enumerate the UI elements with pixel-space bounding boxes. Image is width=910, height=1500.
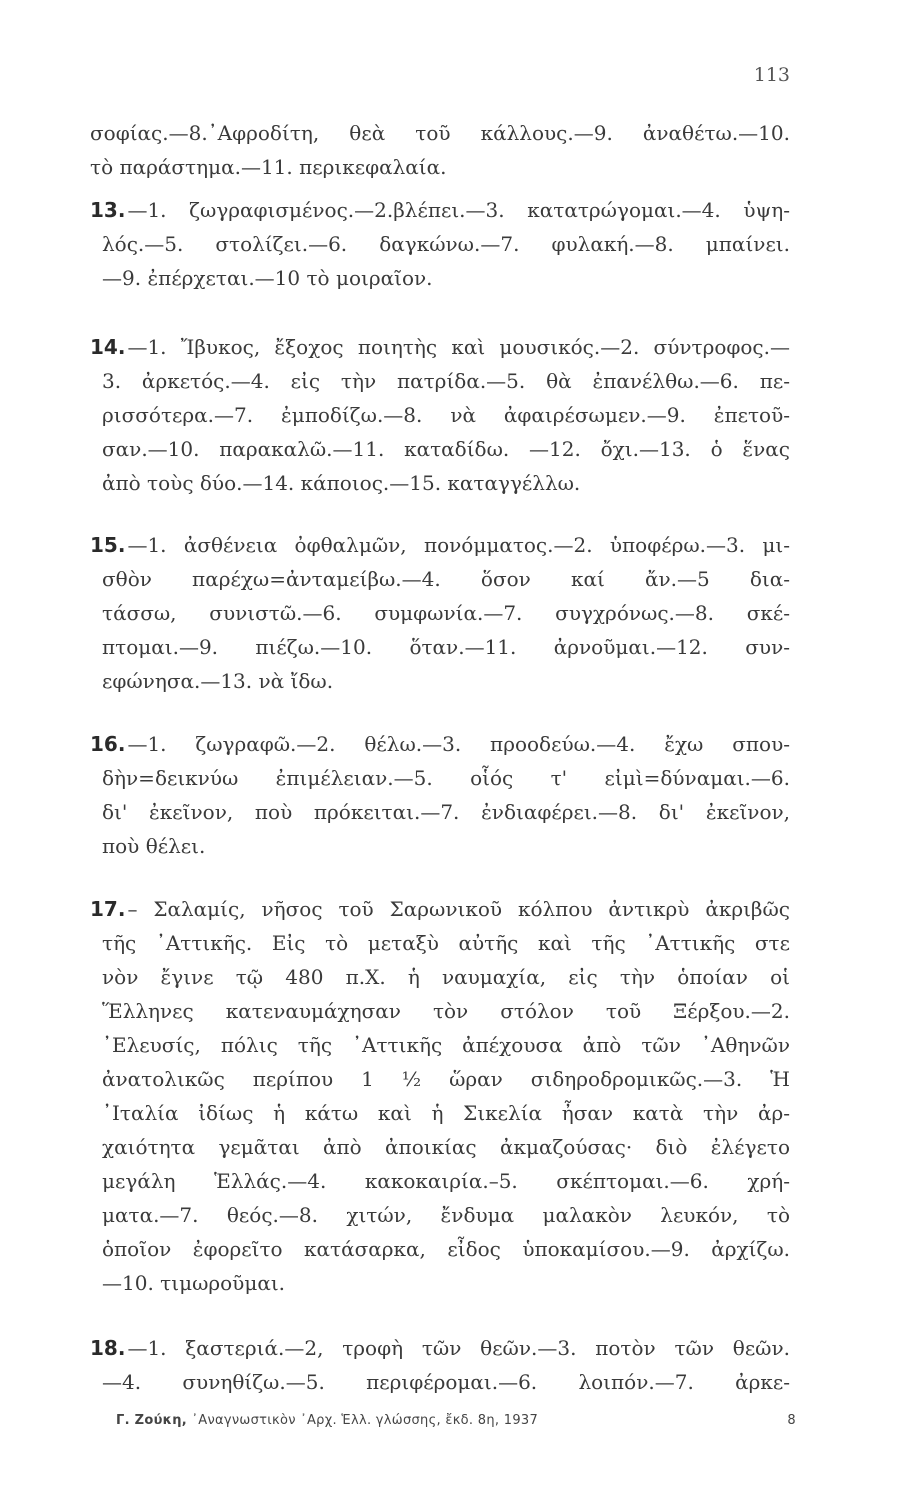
text-line: Ἕλληνες κατεναυμάχησαν τὸν στόλον τοῦ Ξέρξου.—2. [102, 999, 790, 1023]
footer-title: ᾿Αναγνωστικὸν ᾿Αρχ. Ἑλλ. γλώσσης, ἔκδ. 8η, 1937 [191, 1413, 539, 1428]
entry-first-line [90, 193, 790, 227]
text-line: σθὸν παρέχω=ἀνταμείβω.—4. ὅσον καί ἄν.—5 δια- [102, 567, 790, 591]
text-line: σαν.—10. παρακαλῶ.—11. καταδίδω. —12. ὄχι.—13. ὁ ἕνας [102, 437, 790, 461]
footer-author: Γ. Ζούκη, [116, 1413, 188, 1428]
footer-citation [116, 1413, 538, 1428]
entry-13 [90, 193, 790, 295]
text-line: πτομαι.—9. πιέζω.—10. ὅταν.—11. ἀρνοῦμαι.—12. συν- [102, 635, 790, 659]
text-line: —1. ἀσθένεια ὀφθαλμῶν, πονόμματος.—2. ὑποφέρω.—3. μι- [127, 533, 790, 557]
text-line: δι' ἐκεῖνον, ποὺ πρόκειται.—7. ἐνδιαφέρει.—8. δι' ἐκεῖνον, [102, 800, 790, 824]
text-line: εφώνησα.—13. νὰ ἴδω. [102, 669, 334, 693]
text-line: τῆς ᾿Αττικῆς. Εἰς τὸ μεταξὺ αὐτῆς καὶ τῆς ᾿Αττικῆς στε [102, 931, 790, 955]
text-line: ρισσότερα.—7. ἐμποδίζω.—8. νὰ ἀφαιρέσωμεν.—9. ἐπετοῦ- [102, 403, 790, 427]
text-line: τὸ παράστημα.—11. περικεφαλαία. [90, 155, 447, 179]
entry-number: 14. [90, 335, 126, 359]
text-line: μεγάλη Ἑλλάς.—4. κακοκαιρία.–5. σκέπτομαι.—6. χρή- [102, 1169, 790, 1193]
text-line: —4. συνηθίζω.—5. περιφέρομαι.—6. λοιπόν.—7. ἀρκε- [102, 1370, 790, 1394]
text-line: ματα.—7. θεός.—8. χιτών, ἔνδυμα μαλακὸν λευκόν, τὸ [102, 1203, 790, 1227]
text-line: ᾿Ιταλία ἰδίως ἡ κάτω καὶ ἡ Σικελία ἦσαν κατὰ τὴν ἀρ- [102, 1101, 790, 1125]
entry-first-line [90, 330, 790, 364]
entry-first-line [90, 528, 790, 562]
text-line: λός.—5. στολίζει.—6. δαγκώνω.—7. φυλακή.—8. μπαίνει. [102, 232, 790, 256]
entry-15 [90, 528, 790, 698]
text-line: ἀπὸ τοὺς δύο.—14. κάποιος.—15. καταγγέλλω. [102, 471, 581, 495]
entry-number: 15. [90, 533, 126, 557]
entry-first-line [90, 892, 790, 926]
page-footer [116, 1413, 796, 1428]
text-line: τάσσω, συνιστῶ.—6. συμφωνία.—7. συγχρόνως.—8. σκέ- [102, 601, 790, 625]
entry-number: 13. [90, 198, 126, 222]
entry-16 [90, 727, 790, 863]
text-line: —1. ζωγραφισμένος.—2.βλέπει.—3. κατατρώγομαι.—4. ὑψη- [127, 198, 790, 222]
text-line: δὴν=δεικνύω ἐπιμέλειαν.—5. οἷός τ' εἰμὶ=δύναμαι.—6. [102, 766, 790, 790]
entry-number: 16. [90, 732, 126, 756]
entry-first-line [90, 727, 790, 761]
text-line: —1. ξαστεριά.—2, τροφὴ τῶν θεῶν.—3. ποτὸν τῶν θεῶν. [127, 1336, 790, 1360]
text-line: —10. τιμωροῦμαι. [102, 1271, 286, 1295]
entry-14 [90, 330, 790, 500]
text-line: ὁποῖον ἐφορεῖτο κατάσαρκα, εἶδος ὑποκαμίσου.—9. ἀρχίζω. [102, 1237, 790, 1261]
text-line: —9. ἐπέρχεται.—10 τὸ μοιραῖον. [102, 266, 433, 290]
text-line: —1. Ἴβυκος, ἔξοχος ποιητὴς καὶ μουσικός.—2. σύντροφος.— [127, 335, 790, 359]
text-line: ἀνατολικῶς περίπου 1 ½ ὥραν σιδηροδρομικῶς.—3. Ἡ [102, 1067, 790, 1091]
entry-continuation [90, 116, 790, 184]
entry-18 [90, 1331, 790, 1399]
text-line: —1. ζωγραφῶ.—2. θέλω.—3. προοδεύω.—4. ἔχω σπου- [127, 732, 790, 756]
text-line: – Σαλαμίς, νῆσος τοῦ Σαρωνικοῦ κόλπου ἀντικρὺ ἀκριβῶς [127, 897, 790, 921]
entry-first-line [90, 1331, 790, 1365]
signature-mark: 8 [787, 1413, 796, 1428]
page-number: 113 [753, 64, 790, 86]
text-line: σοφίας.—8.᾿Αφροδίτη, θεὰ τοῦ κάλλους.—9. ἀναθέτω.—10. [90, 121, 790, 145]
text-line: ᾿Ελευσίς, πόλις τῆς ᾿Αττικῆς ἀπέχουσα ἀπὸ τῶν ᾿Αθηνῶν [102, 1033, 790, 1057]
text-line: 3. ἀρκετός.—4. εἰς τὴν πατρίδα.—5. θὰ ἐπανέλθω.—6. πε- [102, 369, 790, 393]
text-line: νὸν ἔγινε τῷ 480 π.Χ. ἡ ναυμαχία, εἰς τὴν ὁποίαν οἱ [102, 965, 790, 989]
entry-17 [90, 892, 790, 1300]
text-line: ποὺ θέλει. [102, 834, 206, 858]
entry-number: 18. [90, 1336, 126, 1360]
entry-number: 17. [90, 897, 126, 921]
text-line: χαιότητα γεμᾶται ἀπὸ ἀποικίας ἀκμαζούσας· διὸ ἐλέγετο [102, 1135, 790, 1159]
